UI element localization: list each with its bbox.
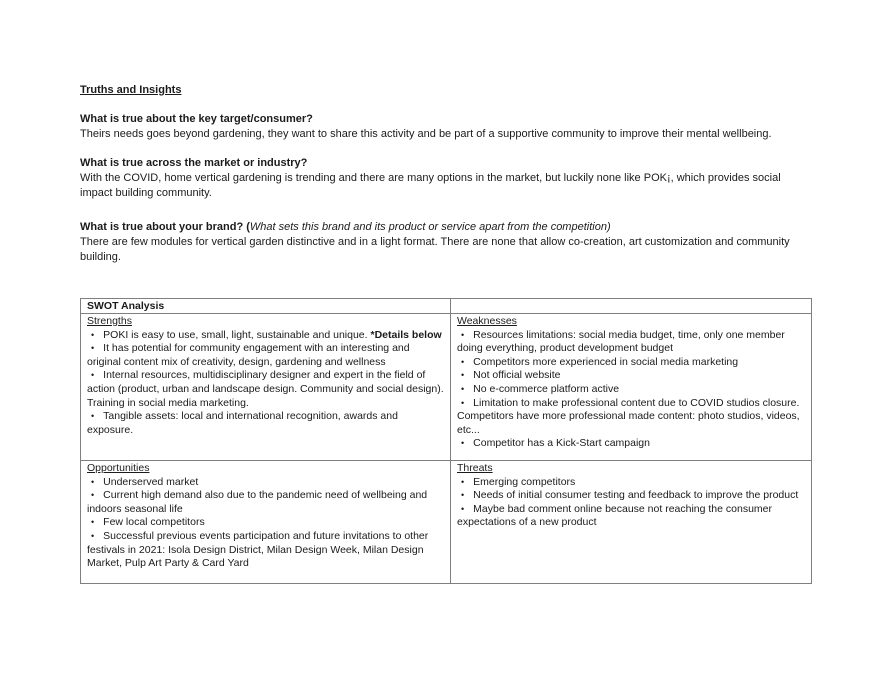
bullet-text: Successful previous events participation and future invitations to other festivals in 2021: Isola Design District, Milan Design Week, Milan Design Market, Pulp Art Party & Card Yard	[87, 529, 429, 570]
bullet-text: Resources limitations: social media budget, time, only one member doing everything, product development budget	[457, 328, 785, 355]
swot-row-top	[81, 314, 812, 461]
bullet-item	[87, 342, 444, 369]
bullet-icon: •	[461, 476, 465, 487]
bullet-item	[87, 329, 444, 343]
bullet-text: Competitors more experienced in social media marketing	[473, 355, 739, 368]
section-heading: What is true about the key target/consumer?	[80, 113, 313, 125]
bullet-icon: •	[91, 517, 95, 528]
bullet-icon: •	[91, 476, 95, 487]
bullet-item	[457, 489, 805, 503]
section-body: Theirs needs goes beyond gardening, they want to share this activity and be part of a supportive community to improve their mental wellbeing.	[80, 128, 772, 140]
bullet-text: Maybe bad comment online because not reaching the consumer expectations of a new product	[457, 502, 773, 529]
bullet-item	[87, 369, 444, 410]
bullet-text: Emerging competitors	[473, 475, 576, 488]
opportunities-title: Opportunities	[87, 462, 150, 474]
bullet-text: Internal resources, multidisciplinary designer and expert in the field of action (product, urban and landscape design. Community and social design). Training in social media marketing.	[87, 369, 444, 409]
swot-table	[80, 298, 812, 584]
bullet-item	[457, 476, 805, 490]
bullet-icon: •	[461, 490, 465, 501]
bullet-text: Competitor has a Kick-Start campaign	[473, 437, 650, 450]
bullet-text: Not official website	[473, 369, 561, 382]
bullet-item	[87, 530, 444, 571]
bullet-text: Current high demand also due to the pandemic need of wellbeing and indoors seasonal life	[87, 489, 428, 515]
bullet-icon: •	[91, 370, 95, 381]
bullet-icon: •	[91, 329, 95, 340]
swot-row-bottom	[81, 461, 812, 584]
bullet-text: Limitation to make professional content due to COVID studios closure. Competitors have more professional made content: photo studios, videos, etc...	[457, 396, 800, 436]
swot-title-cell	[81, 299, 451, 314]
opportunities-cell	[81, 461, 451, 584]
bullet-icon: •	[461, 383, 465, 394]
weaknesses-title: Weaknesses	[457, 315, 517, 327]
bullet-item	[87, 489, 444, 516]
strengths-cell	[81, 314, 451, 461]
bullet-item	[457, 437, 805, 451]
bullet-icon: •	[91, 411, 95, 422]
section-heading	[80, 220, 811, 235]
bullet-item	[87, 476, 444, 490]
section-market	[80, 156, 811, 201]
bullet-icon: •	[461, 503, 465, 514]
section-consumer	[80, 112, 811, 142]
bullet-item	[457, 503, 805, 530]
swot-table-title: SWOT Analysis	[87, 300, 165, 312]
bullet-text: Needs of initial consumer testing and feedback to improve the product	[473, 489, 799, 502]
bullet-icon: •	[461, 370, 465, 381]
swot-header-empty-cell	[451, 299, 812, 314]
section-body: There are few modules for vertical garden distinctive and in a light format. There are none that allow co-creation, art customization and community building.	[80, 236, 790, 263]
bullet-text: It has potential for community engagement with an interesting and original content mix of creativity, design, gardening and wellness	[87, 342, 410, 368]
bullet-icon: •	[91, 530, 95, 541]
bullet-text: Tangible assets: local and international recognition, awards and exposure.	[87, 410, 398, 436]
bullet-icon: •	[461, 356, 465, 367]
bullet-item	[457, 356, 805, 370]
bullet-item	[457, 383, 805, 397]
bullet-text-bold: *Details below	[370, 328, 442, 341]
section-brand	[80, 220, 811, 265]
weaknesses-cell	[451, 314, 812, 461]
bullet-item	[457, 397, 805, 438]
bullet-item	[457, 329, 805, 356]
swot-header-row	[81, 299, 812, 314]
bullet-text: Few local competitors	[103, 516, 205, 529]
heading-main: What is true about your brand? (	[80, 221, 250, 233]
bullet-item	[87, 410, 444, 437]
bullet-icon: •	[461, 329, 465, 340]
bullet-text: No e-commerce platform active	[473, 382, 620, 395]
section-body: With the COVID, home vertical gardening is trending and there are many options in the market, but luckily none like POK¡, which provides social impact building community.	[80, 172, 781, 199]
threats-title: Threats	[457, 462, 493, 474]
section-heading: What is true across the market or industry?	[80, 157, 308, 169]
bullet-text: POKI is easy to use, small, light, sustainable and unique.	[103, 328, 371, 341]
bullet-item	[87, 516, 444, 530]
bullet-text: Underserved market	[103, 475, 199, 488]
strengths-title: Strengths	[87, 315, 132, 327]
heading-note: What sets this brand and its product or service apart from the competition)	[249, 221, 611, 233]
bullet-icon: •	[91, 343, 95, 354]
bullet-item	[457, 369, 805, 383]
bullet-icon: •	[91, 490, 95, 501]
page-title: Truths and Insights	[80, 84, 182, 96]
bullet-icon: •	[461, 397, 465, 408]
threats-cell	[451, 461, 812, 584]
bullet-icon: •	[461, 438, 465, 449]
